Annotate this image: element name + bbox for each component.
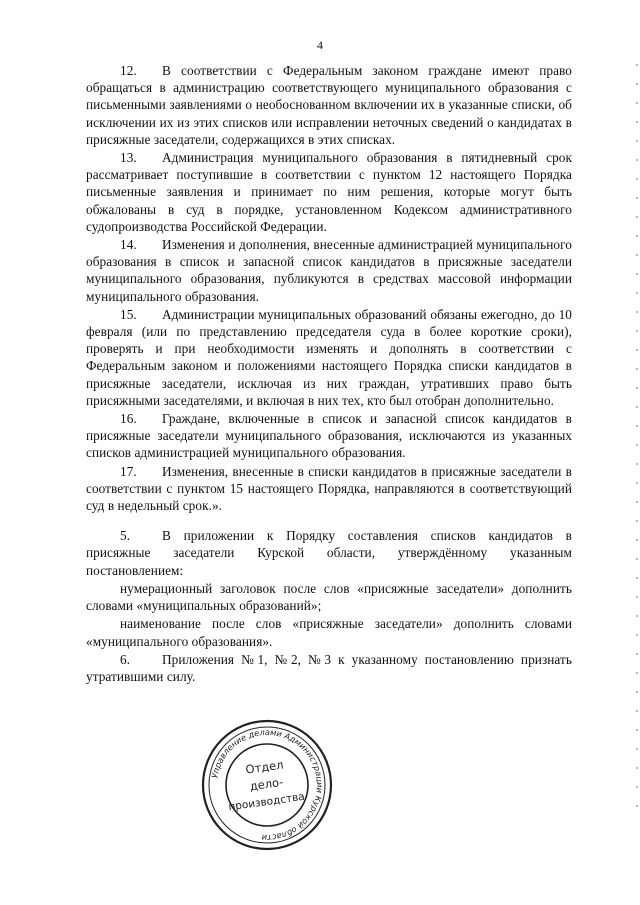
section-procedure-items [86, 62, 572, 514]
scan-mark [636, 235, 638, 237]
paragraph-text: Изменения и дополнения, внесенные администрацией муниципального образования в список и запасной список кандидатов в присяжные заседатели муниципального образования, публикуются в средствах массовой информации муниципального образования. [86, 237, 572, 304]
paragraph-text: Администрация муниципального образования в пятидневный срок рассматривает поступившие в соответствии с пунктом 12 настоящего Порядка письменные заявления и принимает по ним решения, которые могут быть обжалованы в суд в порядке, установленном Кодексом административного судопроизводства Российской Федерации. [86, 150, 572, 234]
stamp-center-line3: производства [227, 790, 306, 814]
paragraph-number: 12. [120, 63, 137, 78]
paragraph-gap [86, 515, 572, 527]
scan-mark [636, 691, 638, 693]
scan-mark [636, 558, 638, 560]
scan-mark [636, 330, 638, 332]
paragraph-number: 6. [120, 651, 131, 667]
scan-mark [636, 387, 638, 389]
scan-mark [636, 273, 638, 275]
paragraph-number: 14. [120, 237, 137, 253]
paragraph-number: 5. [120, 528, 131, 544]
stamp-center-line1: Отдел [244, 757, 285, 777]
paragraph-number: 15. [120, 306, 137, 322]
paragraph [86, 615, 572, 649]
paragraph [86, 62, 572, 148]
scan-mark [636, 710, 638, 712]
stamp-center-line2: дело- [248, 774, 285, 794]
paragraph-text: Изменения, внесенные в списки кандидатов в присяжные заседатели в соответствии с пунктом 15 настоящего Порядка, направляются в соответствующий суд в недельный срок.». [86, 463, 572, 514]
scan-mark [636, 520, 638, 522]
paragraph-text: Администрации муниципальных образований обязаны ежегодно, до 10 февраля (или по представлению председателя суда в более короткие сроки), проверять и при необходимости изменять и дополнять в соответствии с Федеральным законом и положениями настоящего Порядка списки кандидатов в присяжные заседатели, исключая из них граждан, утративших право быть присяжными заседателями, и включая в них тех, кто был отобран дополнительно. [86, 306, 572, 408]
scan-mark [636, 292, 638, 294]
paragraph-text: Граждане, включенные в список и запасной список кандидатов в присяжные заседатели муниципального образования, исключаются из указанных списков администрацией муниципального образования. [86, 411, 572, 461]
scan-mark [636, 121, 638, 123]
scan-mark [636, 767, 638, 769]
scan-mark [636, 805, 638, 807]
paragraph [86, 651, 572, 685]
official-stamp [199, 717, 335, 853]
paragraph [86, 527, 572, 579]
paragraph [86, 306, 572, 409]
scan-mark [636, 596, 638, 598]
document-body [86, 62, 572, 686]
scan-mark [636, 178, 638, 180]
scan-mark [636, 539, 638, 541]
scan-mark [636, 64, 638, 66]
paragraph-number: 17. [120, 463, 137, 479]
paragraph-text: наименование после слов «присяжные заседатели» дополнить словами «муниципального образования». [86, 616, 572, 649]
paragraph [86, 580, 572, 614]
scan-edge-marks [634, 60, 638, 820]
paragraph [86, 149, 572, 235]
scan-mark [636, 254, 638, 256]
scan-mark [636, 349, 638, 351]
scan-mark [636, 83, 638, 85]
scan-mark [636, 482, 638, 484]
paragraph-number: 13. [120, 150, 137, 166]
paragraph-number: 16. [120, 411, 137, 427]
scan-mark [636, 197, 638, 199]
scan-mark [636, 368, 638, 370]
paragraph-text: Приложения №1, №2, №3 к указанному постановлению признать утратившими силу. [86, 651, 572, 684]
page-number: 4 [317, 38, 323, 52]
paragraph-text: В приложении к Порядку составления списков кандидатов в присяжные заседатели Курской области, утверждённому указанным постановлением: [86, 528, 572, 578]
scan-mark [636, 729, 638, 731]
scan-mark [636, 634, 638, 636]
paragraph [86, 410, 572, 462]
scan-mark [636, 463, 638, 465]
scan-mark [636, 672, 638, 674]
scan-mark [636, 444, 638, 446]
scan-mark [636, 406, 638, 408]
scan-mark [636, 216, 638, 218]
scan-mark [636, 577, 638, 579]
scan-mark [636, 159, 638, 161]
scan-mark [636, 140, 638, 142]
paragraph-text: нумерационный заголовок после слов «присяжные заседатели» дополнить словами «муниципальных образований»; [86, 580, 572, 614]
scan-mark [636, 615, 638, 617]
scan-mark [636, 425, 638, 427]
paragraph [86, 236, 572, 305]
stamp-ring-text: Управление делами Администрации Курской области [209, 726, 326, 844]
scan-mark [636, 653, 638, 655]
scan-mark [636, 501, 638, 503]
section-amendments [86, 527, 572, 685]
paragraph-text: В соответствии с Федеральным законом граждане имеют право обращаться в администрацию соответствующего муниципального образования с письменными заявлениями о необоснованном включении их в указанные списки, об исключении их из этих списков или исправлении неточных сведений о кандидатах в присяжные заседатели, содержащихся в этих списках. [86, 63, 572, 147]
scan-mark [636, 748, 638, 750]
scan-mark [636, 102, 638, 104]
scan-mark [636, 786, 638, 788]
paragraph [86, 463, 572, 515]
scan-mark [636, 311, 638, 313]
